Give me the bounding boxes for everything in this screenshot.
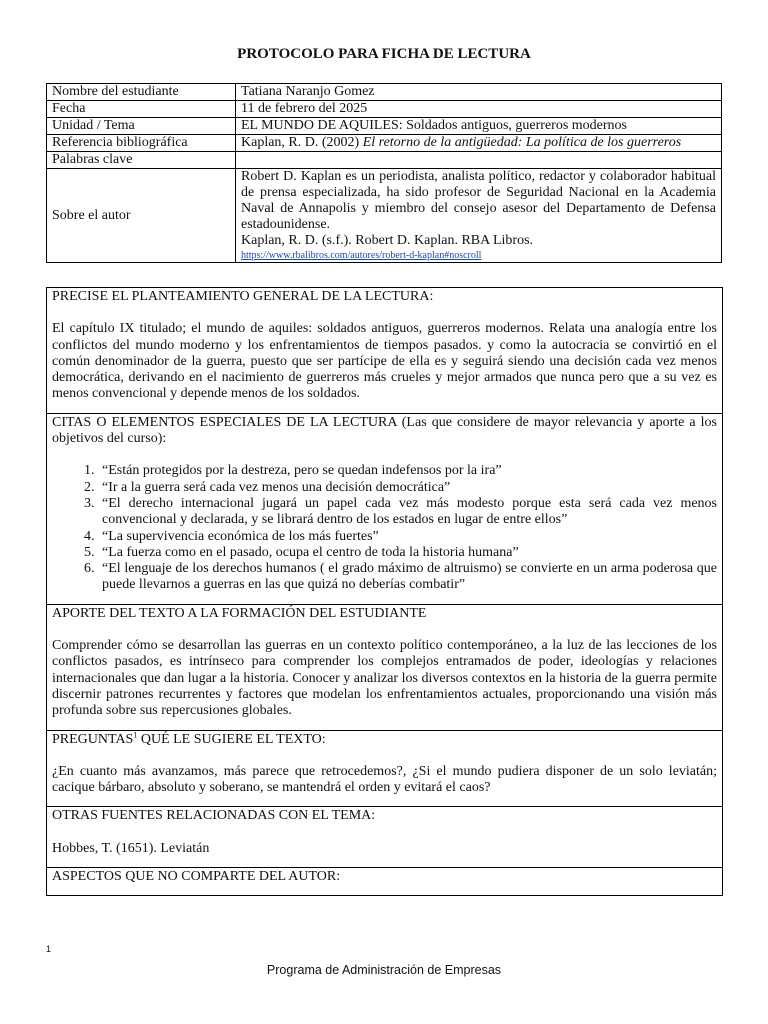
- list-item[interactable]: 5. “La fuerza como en el pasado, ocupa el centro de toda la historia humana”: [98, 545, 717, 561]
- student-value: Tatiana Naranjo Gomez: [236, 84, 722, 101]
- list-item[interactable]: 3. “El derecho internacional jugará un papel cada vez más modesto porque esta será cada vez menos convencional y declarada, y se librará dentro de los estados en lugar de entre ellos”: [98, 496, 717, 529]
- author-label: Sobre el autor: [47, 169, 236, 263]
- preguntas-heading-a: PREGUNTAS: [52, 731, 134, 747]
- row-unit: [47, 118, 722, 135]
- preguntas-cell: [47, 730, 723, 807]
- aspectos-cell: [47, 868, 723, 896]
- unit-label: Unidad / Tema: [47, 118, 236, 135]
- student-label: Nombre del estudiante: [47, 84, 236, 101]
- list-item[interactable]: 1. “Están protegidos por la destreza, pero se quedan indefensos por la ira”: [98, 463, 717, 479]
- document-title: PROTOCOLO PARA FICHA DE LECTURA: [237, 46, 531, 62]
- citas-heading: CITAS O ELEMENTOS ESPECIALES DE LA LECTURA (Las que considere de mayor relevancia y aporte a los objetivos del curso):: [52, 414, 717, 447]
- unit-value: EL MUNDO DE AQUILES: Soldados antiguos, guerreros modernos: [236, 118, 722, 135]
- reference-label: Referencia bibliográfica: [47, 135, 236, 152]
- keywords-value[interactable]: [236, 152, 722, 169]
- keywords-label: Palabras clave: [47, 152, 236, 169]
- row-date: [47, 101, 722, 118]
- fuentes-heading: OTRAS FUENTES RELACIONADAS CON EL TEMA:: [52, 808, 376, 824]
- row-keywords: [47, 152, 722, 169]
- reference-value: [236, 135, 722, 152]
- date-label: Fecha: [47, 101, 236, 118]
- list-item[interactable]: 2. “Ir a la guerra será cada vez menos una decisión democrática”: [98, 480, 717, 496]
- reading-sections-table: [46, 287, 723, 896]
- section-fuentes: [47, 807, 723, 868]
- row-reference: [47, 135, 722, 152]
- footnote-reference: 1: [133, 729, 138, 739]
- list-item[interactable]: 6. “El lenguaje de los derechos humanos ( el grado máximo de altruismo) se convierte en un arma poderosa que puede llevarnos a guerras en las que quizá no deberías combatir”: [98, 561, 717, 594]
- row-author: [47, 169, 722, 263]
- author-cell: [236, 169, 722, 263]
- section-preguntas: [47, 730, 723, 807]
- student-info-table: [46, 83, 722, 263]
- reference-book-title: El retorno de la antigüedad: La política de los guerreros: [362, 135, 682, 150]
- page-footer: Programa de Administración de Empresas: [266, 963, 502, 977]
- fuentes-body[interactable]: Hobbes, T. (1651). Leviatán: [52, 840, 210, 856]
- author-link[interactable]: https://www.rbalibros.com/autores/robert-d-kaplan#noscroll: [241, 250, 482, 261]
- citas-list: [52, 463, 717, 593]
- author-bio: Robert D. Kaplan es un periodista, analista político, redactor y colaborador habitual de prensa especializada, ha sido profesor de Seguridad Nacional en la Academia Naval de Annapolis y miembro del consejo asesor del Departamento de Defensa estadounidense.: [241, 169, 716, 232]
- preguntas-body[interactable]: ¿En cuanto más avanzamos, más parece que retrocedemos?, ¿Si el mundo pudiera disponer de un solo leviatán; cacique bárbaro, absoluto y soberano, se mantendrá el orden y evitará el caos?: [52, 763, 717, 796]
- aspectos-heading: ASPECTOS QUE NO COMPARTE DEL AUTOR:: [52, 869, 341, 885]
- planteamiento-cell: [47, 288, 723, 414]
- list-item[interactable]: 4. “La supervivencia económica de los más fuertes”: [98, 529, 717, 545]
- section-citas: [47, 413, 723, 604]
- footnote-number: 1: [46, 944, 52, 954]
- fuentes-cell: [47, 807, 723, 868]
- section-aporte: [47, 604, 723, 730]
- section-aspectos: [47, 868, 723, 896]
- preguntas-heading: [52, 729, 717, 748]
- aporte-heading: APORTE DEL TEXTO A LA FORMACIÓN DEL ESTUDIANTE: [52, 605, 427, 621]
- aporte-body[interactable]: Comprender cómo se desarrollan las guerras en un contexto político contemporáneo, a la luz de las lecciones de los conflictos pasados, es intrínseco para comprender los complejos entramados de poder, ideologías y relaciones internacionales que dan lugar a la historia. Conocer y analizar los diversos contextos en la historia de la guerra permite discernir patrones recurrentes y factores que modelan los enfrentamientos actuales, proporcionando una visión más profunda sobre sus repercusiones globales.: [52, 638, 717, 719]
- aporte-cell: [47, 604, 723, 730]
- author-source: Kaplan, R. D. (s.f.). Robert D. Kaplan. RBA Libros.: [241, 233, 534, 248]
- section-planteamiento: [47, 288, 723, 414]
- preguntas-heading-b: QUÉ LE SUGIERE EL TEXTO:: [137, 731, 326, 747]
- citas-cell: [47, 413, 723, 604]
- reference-prefix: Kaplan, R. D. (2002): [241, 135, 363, 150]
- row-student: [47, 84, 722, 101]
- date-value: 11 de febrero del 2025: [236, 101, 722, 118]
- planteamiento-body[interactable]: El capítulo IX titulado; el mundo de aquiles: soldados antiguos, guerreros modernos. Relata una analogía entre los conflictos del mundo moderno y los enfrentamientos de tiempos pasados. y como la autocracia se convirtió en el común denominador de la guerra, puesto que ser partícipe de ella es y seguirá siendo una decisión cada vez menos democrática, derivando en el nacimiento de guerreros más crueles y mejor armados que nunca pero que a su vez es menos convencional y depende menos de los soldados.: [52, 321, 717, 402]
- planteamiento-heading: PRECISE EL PLANTEAMIENTO GENERAL DE LA LECTURA:: [52, 289, 434, 304]
